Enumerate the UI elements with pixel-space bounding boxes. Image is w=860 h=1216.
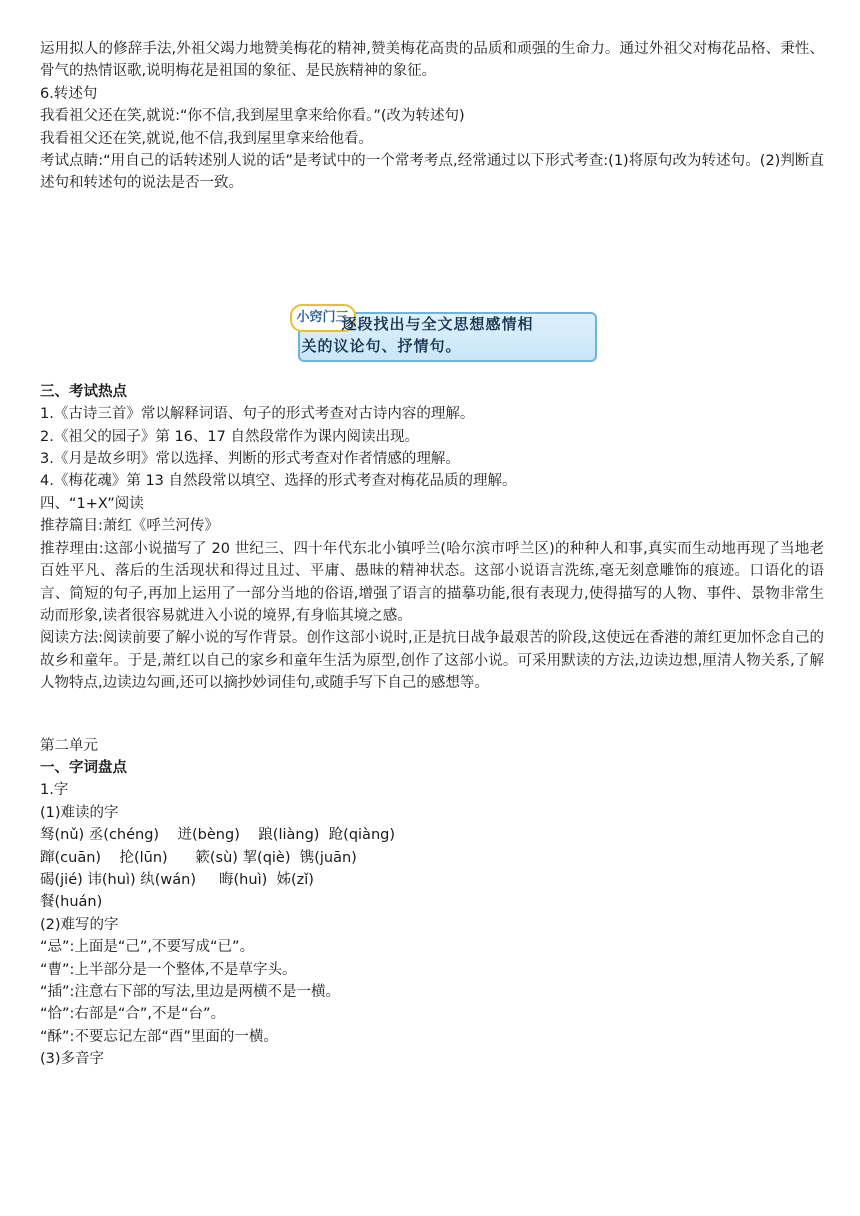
exam-tip-paragraph: 考试点睛:“用自己的话转述别人说的话”是考试中的一个常考考点,经常通过以下形式考查:(1)将原句改为转述句。(2)判断直述句和转述句的说法是否一致。 [40,153,824,192]
pinyin-row: 碣(jié) 讳(huì) 纨(wán) 晦(huì) 姊(zǐ) [40,871,314,888]
spacer [40,195,824,289]
hard-write-item: “恰”:右部是“合”,不是“台”。 [40,1006,226,1023]
example-reported-speech: 我看祖父还在笑,就说,他不信,我到屋里拿来给他看。 [40,130,373,147]
heading-reported-speech: 6.转述句 [40,85,98,102]
paragraph-plum-spirit: 运用拟人的修辞手法,外祖父竭力地赞美梅花的精神,赞美梅花高贵的品质和顽强的生命力。通过外祖父对梅花品格、秉性、骨气的热情讴歌,说明梅花是祖国的象征、是民族精神的象征。 [40,41,824,80]
recommended-title: 推荐篇目:萧红《呼兰河传》 [40,518,219,535]
tip-banner-wrap [40,289,824,359]
hard-write-item: “忌”:上面是“己”,不要写成“已”。 [40,939,255,956]
hotspot-item: 4.《梅花魂》第 13 自然段常以填空、选择的形式考查对梅花品质的理解。 [40,473,517,490]
unit-title: 第二单元 [40,737,98,754]
pinyin-row: 蹿(cuān) 抡(lūn) 簌(sù) 挈(qiè) 镌(juān) [40,849,357,866]
tip-banner [290,304,595,360]
subheading-hard-to-write: (2)难写的字 [40,916,119,933]
heading-word-review: 一、字词盘点 [40,759,127,776]
tip-badge: 小窍门三 [290,304,356,332]
subheading-hard-to-read: (1)难读的字 [40,804,119,821]
example-direct-speech: 我看祖父还在笑,就说:“你不信,我到屋里拿来给你看。”(改为转述句) [40,108,465,125]
hotspot-item: 3.《月是故乡明》常以选择、判断的形式考查对作者情感的理解。 [40,451,460,468]
document-page [40,38,824,1071]
heading-reading: 四、“1+X”阅读 [40,495,144,512]
pinyin-row: 驽(nǔ) 丞(chéng) 迸(bèng) 踉(liàng) 跄(qiàng) [40,827,395,844]
heading-exam-hotspots: 三、考试热点 [40,383,127,400]
subheading-polyphones: (3)多音字 [40,1051,105,1068]
hotspot-item: 2.《祖父的园子》第 16、17 自然段常作为课内阅读出现。 [40,428,419,445]
tip-line-1: 逐段找出与全文思想感情相 [341,314,534,333]
pinyin-row: 餐(huán) [40,894,103,911]
hotspot-item: 1.《古诗三首》常以解释词语、句子的形式考查对古诗内容的理解。 [40,406,475,423]
hard-write-item: “酥”:不要忘记左部“酉”里面的一横。 [40,1028,278,1045]
hard-write-item: “插”:注意右下部的写法,里边是两横不是一横。 [40,984,341,1000]
tip-line-2: 关的议论句、抒情句。 [301,336,462,355]
recommended-reason: 推荐理由:这部小说描写了 20 世纪三、四十年代东北小镇呼兰(哈尔滨市呼兰区)的种种人和事,真实而生动地再现了当地老百姓平凡、落后的生活现状和得过且过、平庸、愚昧的精神状态。这部小说语言洗练,毫无刻意雕饰的痕迹。口语化的语言、简短的句子,再加上运用了一部分当地的俗语,增强了语言的描摹功能,很有表现力,使得描写的人物、事件、景物非常生动而形象,读者很容易就进入小说的境界,有身临其境之感。 [40,540,824,624]
subheading-characters: 1.字 [40,782,69,799]
spacer [40,695,824,735]
reading-method: 阅读方法:阅读前要了解小说的写作背景。创作这部小说时,正是抗日战争最艰苦的阶段,这使远在香港的萧红更加怀念自己的故乡和童年。于是,萧红以自己的家乡和童年生活为原型,创作了这部小说。可采用默读的方法,边读边想,厘清人物关系,了解人物特点,边读边勾画,还可以摘抄妙词佳句,或随手写下自己的感想等。 [40,630,824,692]
hard-write-item: “曹”:上半部分是一个整体,不是草字头。 [40,961,297,978]
